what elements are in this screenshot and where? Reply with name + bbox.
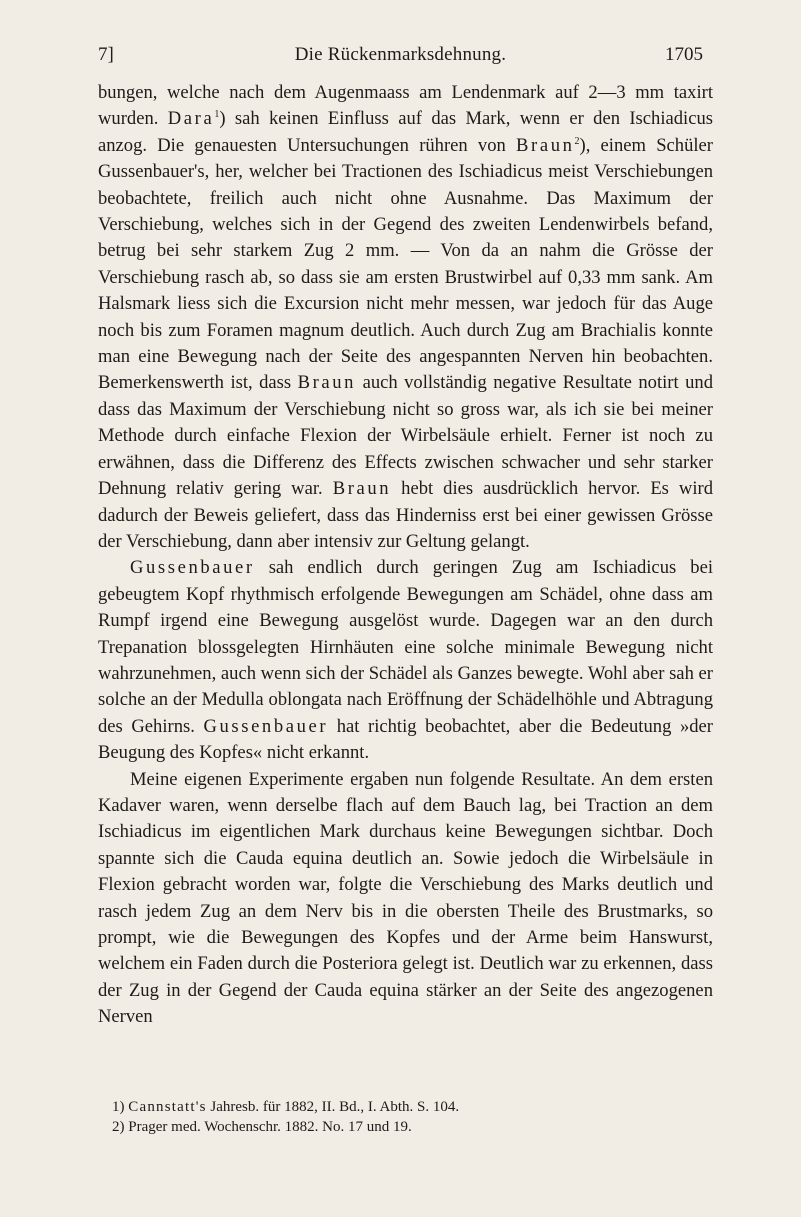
paragraph-2	[98, 555, 713, 766]
page-number: 1705	[665, 44, 703, 65]
footnote-number: 2)	[112, 1119, 125, 1135]
text-run: sah endlich durch geringen Zug am Ischiadicus bei gebeugtem Kopf rhythmisch erfolgende Bewegungen am Schädel, ohne dass am Rumpf irgend eine Bewegung ausgelöst wurde. Dagegen war an den durch Trepanation blossgelegten Hirnhäuten eine solche minimale Bewegung nicht wahrzunehmen, auch wenn sich der Schädel als Ganzes bewegte. Wohl aber sah er solche an der Medulla oblongata nach Eröffnung der Schädelhöhle und Abtragung des Gehirns.	[98, 557, 713, 737]
footnote-ref-2[interactable]: 2	[574, 135, 580, 147]
footnote-1	[112, 1097, 712, 1117]
author-dara: Dara	[167, 108, 215, 130]
footnote-text: med. Wochenschr. 1882. No. 17 und 19.	[167, 1119, 412, 1135]
body-text	[98, 80, 713, 1031]
running-header	[98, 44, 703, 70]
author-braun: Braun	[332, 478, 392, 500]
section-number: 7]	[98, 44, 114, 65]
footnote-number: 1)	[112, 1099, 125, 1115]
paragraph-1	[98, 80, 713, 555]
footnote-text: Jahresb. für 1882, II. Bd., I. Abth. S. 104.	[206, 1099, 460, 1115]
text-run: ) sah keinen Einfluss auf das Mark, wenn er den Ischiadicus anzog. Die genauesten Untersuchungen rühren von	[98, 108, 714, 156]
text-run: hebt dies ausdrücklich hervor. Es wird dadurch der Beweis geliefert, dass das Hinderniss erst bei einer gewissen Grösse der Verschiebung, dann aber intensiv zur Geltung gelangt.	[98, 478, 714, 552]
text-run: bungen, welche nach dem Augenmaass am Lendenmark auf 2—3 mm taxirt wurden.	[98, 82, 713, 130]
text-run: ), einem Schüler Gussenbauer's, her, welcher bei Tractionen des Ischiadicus meist Verschiebungen beobachtete, freilich auch nicht ohne Ausnahme. Das Maximum der Verschiebung, welches sich in der Gegend des zweiten Lendenwirbels befand, betrug bei sehr starkem Zug 2 mm. — Von da an nahm die Grösse der Verschiebung rasch ab, so dass sie am ersten Brustwirbel auf 0,33 mm sank. Am Halsmark liess sich die Excursion nicht mehr messen, war jedoch für das Auge noch bis zum Foramen magnum deutlich. Auch durch Zug am Brachialis konnte man eine Bewegung nach der Seite des angespannten Nerven hin beobachten. Bemerkenswerth ist, dass	[98, 134, 713, 394]
author-braun: Braun	[516, 134, 575, 156]
footnote-author: Cannstatt's	[128, 1099, 207, 1115]
paragraph-3: Meine eigenen Experimente ergaben nun folgende Resultate. An dem ersten Kadaver waren, wenn derselbe flach auf dem Bauch lag, bei Traction an dem Ischiadicus im eigentlichen Mark durchaus keine Bewegungen sichtbar. Doch spannte sich die Cauda equina deutlich an. Sowie jedoch die Wirbelsäule in Flexion gebracht worden war, folgte die Verschiebung des Marks deutlich und rasch jedem Zug an dem Nerv bis in die obersten Theile des Brustmarks, so prompt, wie die Bewegungen des Kopfes und der Arme beim Hanswurst, welchem ein Faden durch die Posteriora gelegt ist. Deutlich war zu erkennen, dass der Zug in der Gegend der Cauda equina stärker an der Seite des angezogenen Nerven	[98, 768, 713, 1028]
footnote-2	[112, 1117, 712, 1137]
text-run: auch vollständig negative Resultate notirt und dass das Maximum der Verschiebung nicht so gross war, als ich sie bei meiner Methode durch einfache Flexion der Wirbelsäule erhielt. Ferner ist noch zu erwähnen, dass die Differenz des Effects zwischen schwacher und sehr starker Dehnung relativ gering war.	[98, 372, 713, 500]
footnote-ref-1[interactable]: 1	[214, 109, 220, 121]
footnotes	[112, 1097, 712, 1137]
author-gussenbauer: Gussenbauer	[130, 557, 255, 579]
text-run: hat richtig beobachtet, aber die Bedeutung »der Beugung des Kopfes« nicht erkannt.	[98, 715, 713, 764]
footnote-author: Prager	[128, 1119, 168, 1135]
running-title: Die Rückenmarksdehnung.	[294, 44, 507, 65]
author-braun: Braun	[297, 372, 357, 394]
author-gussenbauer: Gussenbauer	[203, 715, 329, 737]
